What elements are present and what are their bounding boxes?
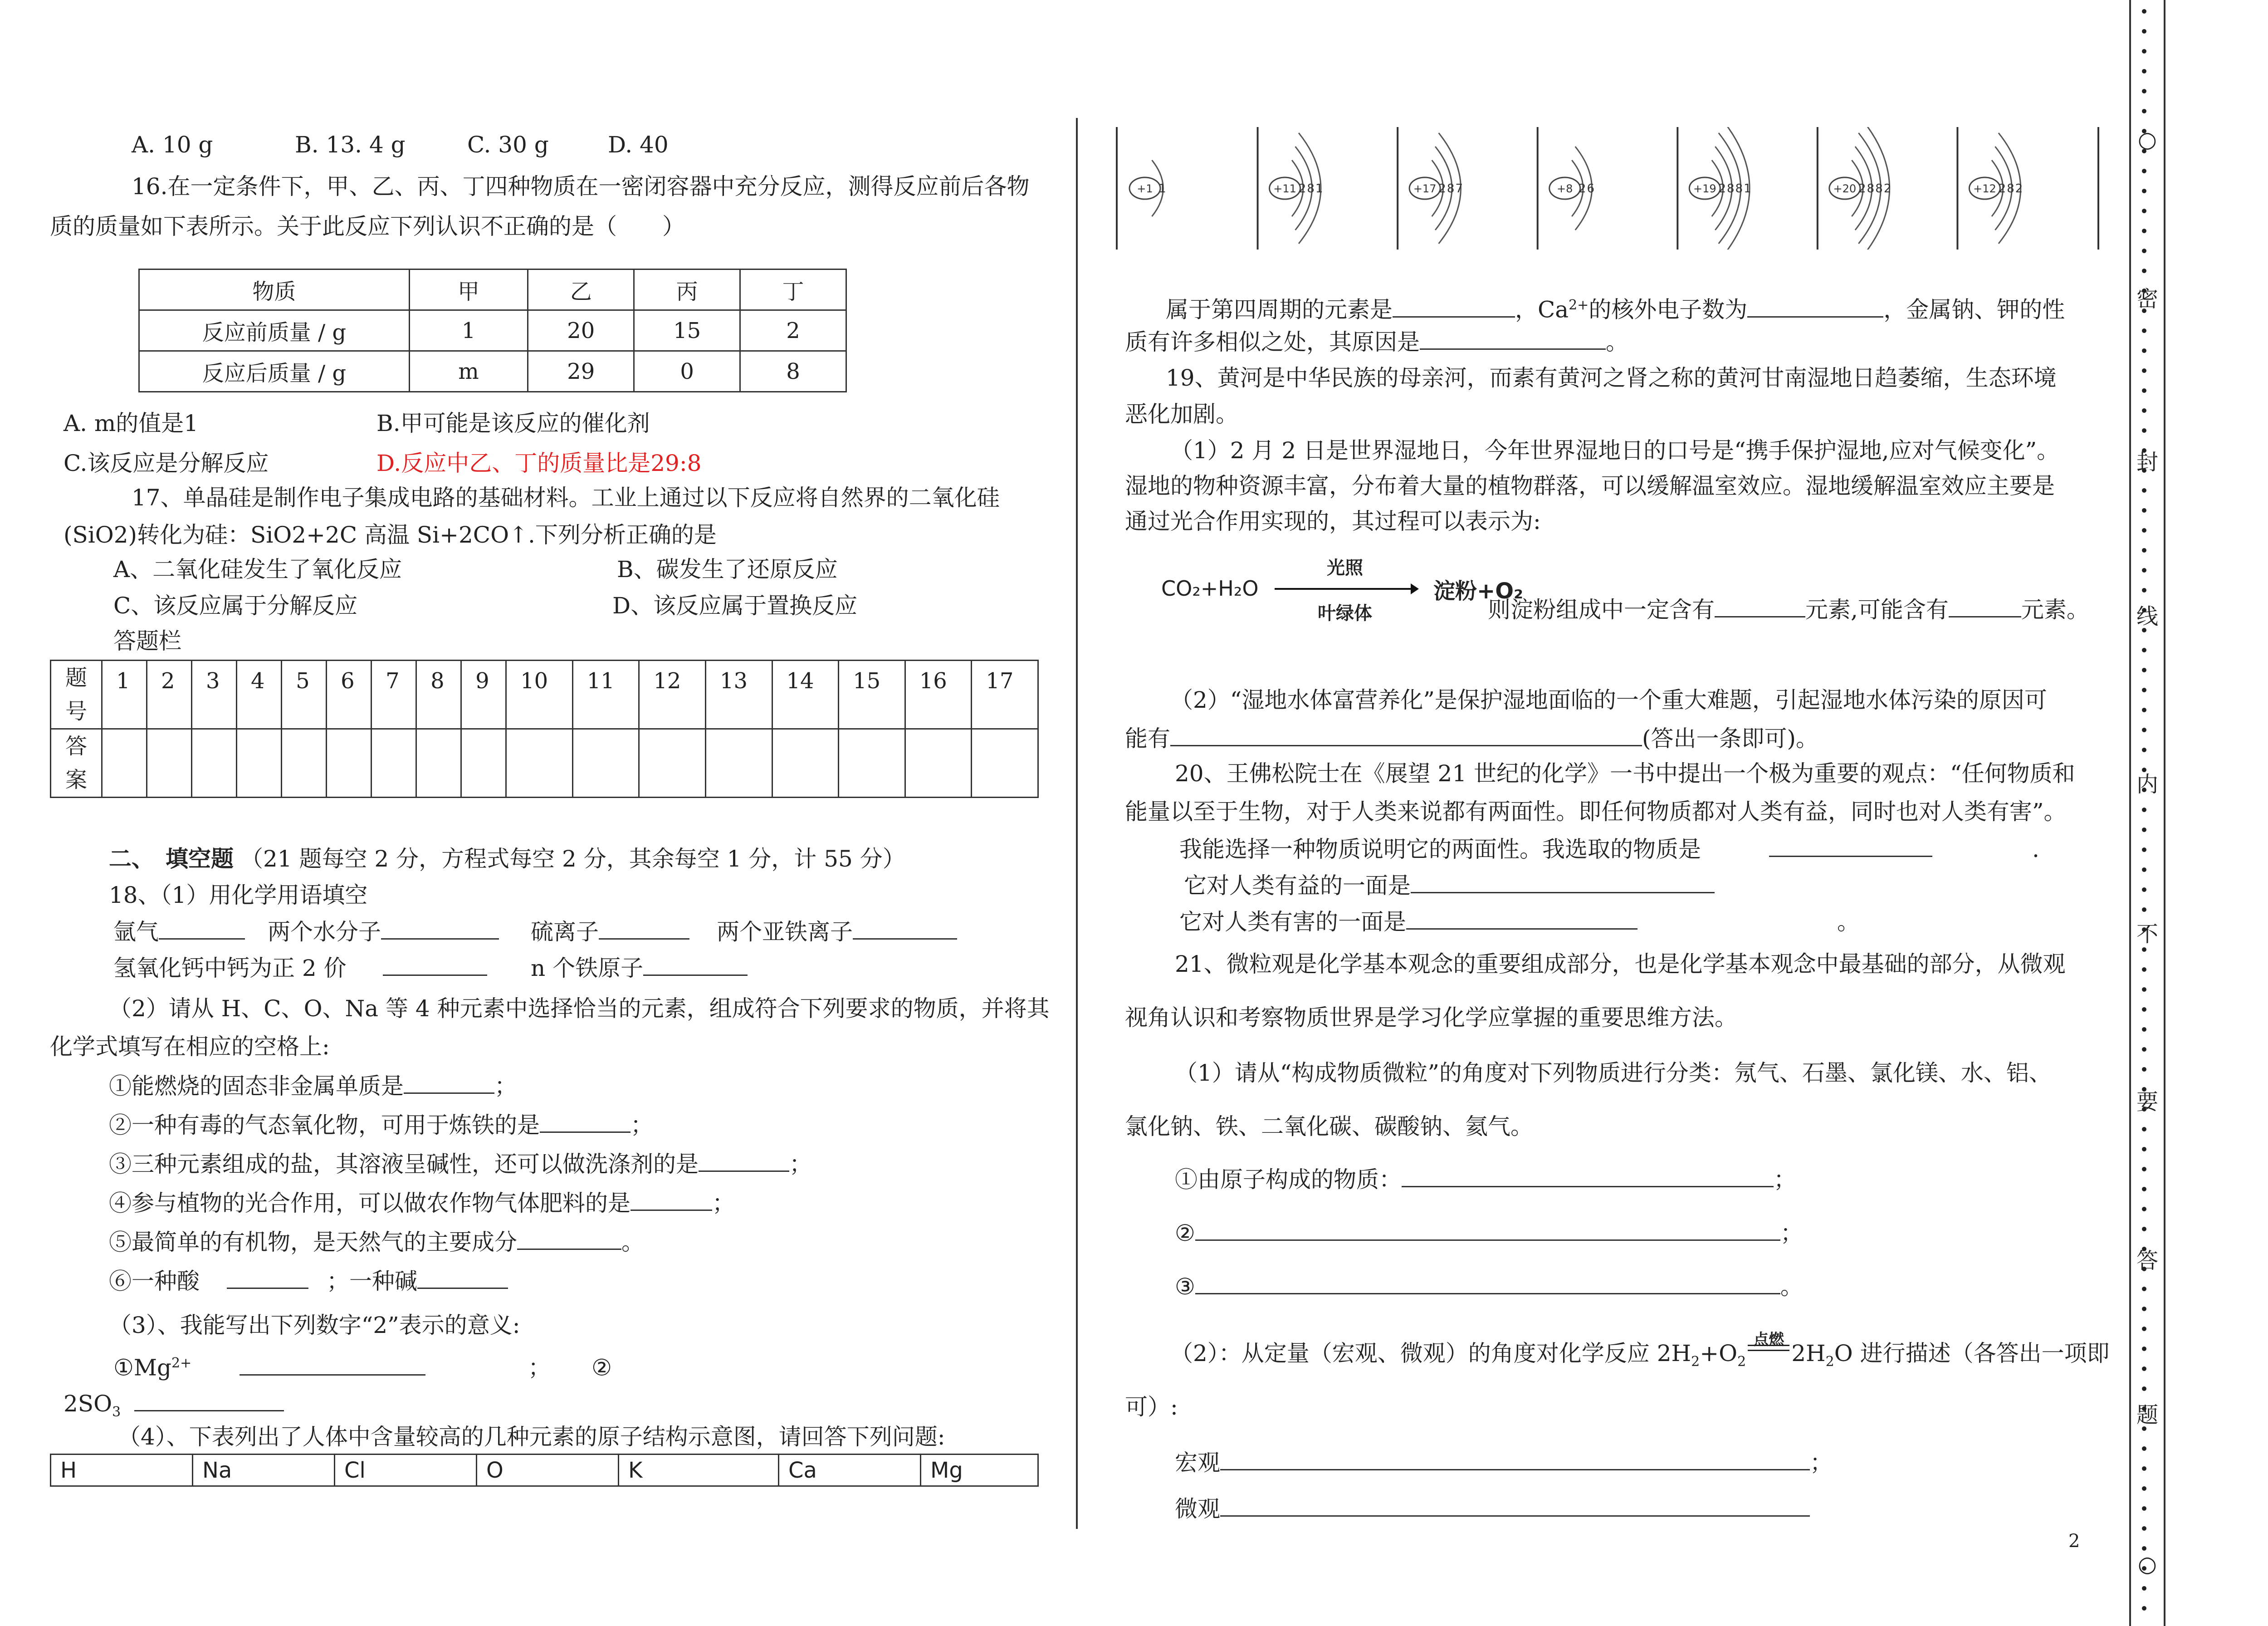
q18-s1: ①能燃烧的固态非金属单质是 ； xyxy=(109,1071,517,1101)
table-header: 甲 xyxy=(409,269,528,310)
ignition-condition: 点燃 xyxy=(1746,1343,1791,1361)
answer-cell[interactable] xyxy=(461,729,506,798)
q17-option-d: D、该反应属于置换反应 xyxy=(612,593,858,619)
table-cell: 2 xyxy=(740,310,846,351)
binding-dot xyxy=(2142,688,2146,692)
element-cell: K xyxy=(619,1455,779,1486)
blank-line[interactable] xyxy=(1715,594,1805,617)
q18-item-ferrous: 两个亚铁离子 xyxy=(717,916,957,947)
binding-char: 密 xyxy=(2136,286,2158,312)
answer-cell[interactable] xyxy=(192,729,237,798)
binding-dot xyxy=(2142,229,2146,233)
q21-answer-1: ①由原子构成的物质： ； xyxy=(1175,1164,1796,1195)
shell-electron-count: 7 xyxy=(1455,182,1463,196)
shell-electron-count: 2 xyxy=(1578,182,1586,196)
answer-cell[interactable] xyxy=(506,729,573,798)
atom-diagram xyxy=(1398,127,1463,250)
binding-dot xyxy=(2142,867,2146,872)
binding-char: 线 xyxy=(2136,604,2158,629)
q16-stem-line1: 16.在一定条件下，甲、乙、丙、丁四种物质在一密闭容器中充分反应，测得反应前后各物 xyxy=(132,173,1030,200)
atom-diagram xyxy=(1538,127,1594,250)
binding-dot xyxy=(2142,508,2146,513)
binding-dot xyxy=(2142,69,2146,73)
blank-line[interactable] xyxy=(1406,906,1637,930)
q21-micro: 微观 xyxy=(1175,1494,1810,1524)
blank-line[interactable] xyxy=(1402,1164,1774,1187)
q21-answer-2: ② ； xyxy=(1175,1218,1803,1248)
equation-products: 淀粉+O₂ xyxy=(1433,578,1524,604)
binding-dot xyxy=(2142,648,2146,652)
blank-line[interactable] xyxy=(517,1227,621,1250)
answer-cell[interactable] xyxy=(147,729,192,798)
q18-part3: （3）、我能写出下列数字“2”表示的意义: xyxy=(109,1312,520,1338)
binding-dot xyxy=(2142,808,2146,812)
answer-number: 5 xyxy=(282,661,327,729)
binding-dot xyxy=(2142,1586,2146,1591)
blank-line[interactable] xyxy=(631,1188,712,1211)
nucleus-charge: +1 xyxy=(1137,182,1153,195)
blank-line[interactable] xyxy=(853,916,957,940)
answer-number: 4 xyxy=(237,661,282,729)
answer-cell[interactable] xyxy=(327,729,371,798)
q20-line2: 能量以至于生物，对于人类来说都有两面性。即任何物质都对人类有益，同时也对人类有害”。 xyxy=(1125,798,2067,825)
answer-number: 14 xyxy=(772,661,839,729)
binding-dot xyxy=(2142,1327,2146,1331)
binding-dot xyxy=(2142,169,2146,173)
q18-so3: $2SO_3$ xyxy=(64,1388,284,1427)
q21-line2: 视角认识和考察物质世界是学习化学应掌握的重要思维方法。 xyxy=(1125,1004,1737,1031)
q21-p1-line2: 氯化钠、铁、二氧化碳、碳酸钠、氦气。 xyxy=(1125,1113,1533,1140)
binding-dot xyxy=(2142,947,2146,952)
nucleus-charge: +12 xyxy=(1973,182,1996,195)
binding-char: 要 xyxy=(2136,1089,2158,1115)
q20-line1: 20、王佛松院士在《展望 21 世纪的化学》一书中提出一个极为重要的观点：“任何物质和 xyxy=(1175,760,2075,787)
q18-s6: ⑥一种酸 ；一种碱 xyxy=(109,1266,508,1296)
answer-grid-answer-head: 答 案 xyxy=(51,729,102,798)
answer-cell[interactable] xyxy=(282,729,327,798)
blank-line[interactable] xyxy=(383,953,487,976)
q17-option-c: C、该反应属于分解反应 xyxy=(113,593,358,619)
binding-dot xyxy=(2142,847,2146,852)
q18-mg: $①Mg^{2+}$ ； ② xyxy=(113,1348,612,1383)
q18-part2-line2: 化学式填写在相应的空格上: xyxy=(50,1033,330,1060)
table-header: 丁 xyxy=(740,269,846,310)
q21-answer-3: ③ 。 xyxy=(1175,1271,1803,1302)
q21-line1: 21、微粒观是化学基本观念的重要组成部分，也是化学基本观念中最基础的部分，从微观 xyxy=(1175,951,2066,977)
binding-dot xyxy=(2142,907,2146,912)
nucleus-charge: +8 xyxy=(1557,182,1573,195)
answer-grid-number-head: 题 号 xyxy=(51,661,102,729)
binding-dot xyxy=(2142,1167,2146,1171)
element-cell: H xyxy=(51,1455,193,1486)
binding-dot xyxy=(2142,1366,2146,1371)
q17-line1: 17、单晶硅是制作电子集成电路的基础材料。工业上通过以下反应将自然界的二氧化硅 xyxy=(132,485,1000,511)
binding-dot xyxy=(2142,428,2146,433)
blank-line[interactable] xyxy=(227,1266,308,1289)
answer-cell[interactable] xyxy=(905,729,972,798)
shell-electron-count: 2 xyxy=(1298,182,1306,196)
nucleus-charge: +19 xyxy=(1693,182,1716,195)
table-cell: 15 xyxy=(634,310,740,351)
element-cell: Na xyxy=(193,1455,335,1486)
binding-dot xyxy=(2142,29,2146,34)
table-cell: 反应前质量 / g xyxy=(139,310,410,351)
equation-condition-bottom: 叶绿体 xyxy=(1318,603,1372,624)
binding-dot xyxy=(2142,1007,2146,1012)
q19-line1: 19、黄河是中华民族的母亲河，而素有黄河之肾之称的黄河甘南湿地日趋萎缩，生态环境 xyxy=(1166,365,2057,391)
q19-p1-line1: （1）2 月 2 日是世界湿地日，今年世界湿地日的口号是“携手保护湿地,应对气候变化”。 xyxy=(1170,437,2060,464)
binding-dot xyxy=(2142,488,2146,493)
binding-dot xyxy=(2142,388,2146,393)
binding-dot xyxy=(2142,1386,2146,1391)
q20-line5: 它对人类有害的一面是 。 xyxy=(1179,906,1860,937)
atom-diagram xyxy=(1957,127,2023,250)
binding-line xyxy=(2129,0,2131,1626)
blank-line[interactable] xyxy=(1420,327,1606,350)
section2-title: 二、 填空题 xyxy=(109,845,234,872)
answer-number: 15 xyxy=(839,661,905,729)
blank-line[interactable] xyxy=(404,1071,494,1094)
answer-number: 2 xyxy=(147,661,192,729)
shell-electron-count: 1 xyxy=(1315,182,1323,196)
table-cell: m xyxy=(409,351,528,392)
binding-char: 不 xyxy=(2136,921,2158,947)
binding-dot xyxy=(2142,1526,2146,1531)
q19-p1-line3: 通过光合作用实现的，其过程可以表示为: xyxy=(1125,508,1541,534)
binding-dot xyxy=(2142,1606,2146,1611)
answer-grid-number-row xyxy=(51,661,1038,729)
binding-dot xyxy=(2142,728,2146,732)
shell-electron-count: 6 xyxy=(1587,182,1595,196)
answer-cell[interactable] xyxy=(416,729,461,798)
answer-cell[interactable] xyxy=(772,729,839,798)
q17-option-b: B、碳发生了还原反应 xyxy=(617,556,838,583)
binding-dot xyxy=(2142,408,2146,413)
reaction-arrow-icon xyxy=(1275,580,1420,598)
blank-line[interactable] xyxy=(381,916,499,940)
shell-electron-count: 1 xyxy=(1744,182,1751,196)
shell-electron-count: 8 xyxy=(1307,182,1315,196)
q18-item-sulfide: 硫离子 xyxy=(531,916,689,947)
binding-dot xyxy=(2142,1287,2146,1291)
q18-item-argon: 氩气 xyxy=(113,916,245,947)
q17-option-a: A、二氧化硅发生了氧化反应 xyxy=(113,556,402,583)
binding-dot xyxy=(2142,1506,2146,1511)
table-cell: 1 xyxy=(409,310,528,351)
q16-option-a: A. m的值是1 xyxy=(64,410,199,436)
q18-part1: 18、（1）用化学用语填空 xyxy=(109,882,368,908)
answer-number: 6 xyxy=(327,661,371,729)
q18-item-iron: n 个铁原子 xyxy=(531,953,748,983)
blank-line[interactable] xyxy=(699,1149,789,1172)
answer-number: 17 xyxy=(972,661,1038,729)
answer-cell[interactable] xyxy=(705,729,772,798)
binding-dot xyxy=(2142,89,2146,93)
q18-item-calcium: 氢氧化钙中钙为正 2 价 xyxy=(113,953,487,983)
q18-4-line2: 质有许多相似之处，其原因是 。 xyxy=(1125,327,1628,357)
element-cell: Cl xyxy=(335,1455,477,1486)
q17-line2: (SiO2)转化为硅：SiO2+2C 高温 Si+2CO↑.下列分析正确的是 xyxy=(64,522,717,548)
answer-number: 9 xyxy=(461,661,506,729)
table-row xyxy=(139,351,846,392)
shell-electron-count: 2 xyxy=(1883,182,1892,196)
q18-item-water: 两个水分子 xyxy=(268,916,499,947)
answer-cell[interactable] xyxy=(371,729,416,798)
binding-dot xyxy=(2142,1466,2146,1471)
nucleus-charge: +17 xyxy=(1413,182,1437,195)
binding-char: 题 xyxy=(2136,1402,2158,1428)
answer-cell[interactable] xyxy=(972,729,1038,798)
answer-grid-answer-row xyxy=(51,729,1038,798)
blank-line[interactable] xyxy=(1195,1271,1780,1294)
shell-electron-count: 2 xyxy=(2015,182,2023,196)
binding-dot xyxy=(2142,49,2146,54)
binding-dot xyxy=(2142,1027,2146,1032)
binding-dot xyxy=(2142,568,2146,573)
binding-dot xyxy=(2142,1546,2146,1551)
q20-line3: 我能选择一种物质说明它的两面性。我选取的物质是 . xyxy=(1179,834,2039,864)
binding-dot xyxy=(2142,828,2146,832)
blank-line[interactable] xyxy=(1170,723,1642,746)
q18-4-line1: 属于第四周期的元素是 ，$Ca^{2+}$的核外电子数为 ，金属钠、钾的性 xyxy=(1166,290,2065,325)
blank-line[interactable] xyxy=(1411,870,1715,893)
shell-electron-count: 8 xyxy=(2007,182,2014,196)
blank-line[interactable] xyxy=(1220,1447,1810,1470)
table-header: 物质 xyxy=(139,269,410,310)
shell-electron-count: 8 xyxy=(1735,182,1743,196)
q16-option-c: C.该反应是分解反应 xyxy=(64,450,269,476)
element-table xyxy=(50,1454,1039,1487)
q18-s5: ⑤最简单的有机物，是天然气的主要成分 。 xyxy=(109,1227,644,1257)
answer-number: 7 xyxy=(371,661,416,729)
binding-dot xyxy=(2142,887,2146,892)
q18-s4: ④参与植物的光合作用，可以做农作物气体肥料的是 ； xyxy=(109,1188,735,1218)
table-cell: 20 xyxy=(528,310,634,351)
binding-dot xyxy=(2142,209,2146,213)
binding-dot xyxy=(2142,269,2146,273)
section2-note: （21 题每空 2 分，方程式每空 2 分，其余每空 1 分，计 55 分） xyxy=(240,846,905,872)
shell-electron-count: 2 xyxy=(1998,182,2006,196)
q16-mass-table xyxy=(138,269,847,392)
answer-number: 8 xyxy=(416,661,461,729)
table-cell: 0 xyxy=(634,351,740,392)
binding-dot xyxy=(2142,348,2146,353)
blank-line[interactable] xyxy=(1393,294,1515,318)
atom-diagrams xyxy=(1118,127,2097,250)
element-cell: Mg xyxy=(921,1455,1038,1486)
shell-electron-count: 1 xyxy=(1158,182,1166,196)
answer-cell[interactable] xyxy=(839,729,905,798)
blank-line[interactable] xyxy=(1747,294,1883,318)
answer-grid xyxy=(50,660,1039,798)
answer-cell[interactable] xyxy=(102,729,147,798)
binding-dot xyxy=(2142,1187,2146,1191)
binding-dot xyxy=(2142,9,2146,14)
binding-dot xyxy=(2142,1147,2146,1151)
column-divider xyxy=(1076,118,1078,1529)
table-row xyxy=(139,310,846,351)
binding-line-outer xyxy=(2164,0,2165,1626)
q19-line2: 恶化加剧。 xyxy=(1125,401,1238,427)
binding-dot xyxy=(2142,1047,2146,1052)
binding-char: 内 xyxy=(2136,772,2158,797)
binding-dot xyxy=(2142,1127,2146,1131)
atom-diagram-strip xyxy=(1116,127,2099,250)
binding-dot xyxy=(2142,668,2146,672)
binding-dot xyxy=(2142,109,2146,113)
q19-p2-line1: （2）“湿地水体富营养化”是保护湿地面临的一个重大难题，引起湿地水体污染的原因可 xyxy=(1170,687,2047,713)
shell-electron-count: 8 xyxy=(1447,182,1455,196)
binding-char: 封 xyxy=(2136,450,2158,475)
q16-option-b: B.甲可能是该反应的催化剂 xyxy=(376,410,650,436)
blank-line[interactable] xyxy=(159,916,245,940)
binding-dot xyxy=(2142,1347,2146,1351)
equation-condition-top: 光照 xyxy=(1327,558,1363,578)
binding-dot xyxy=(2142,1067,2146,1072)
q21-macro: 宏观 ； xyxy=(1175,1447,1833,1478)
nucleus-charge: +11 xyxy=(1273,182,1296,195)
binding-dot xyxy=(2142,368,2146,373)
blank-line[interactable] xyxy=(1195,1218,1780,1241)
q15-option-d: D. 40 xyxy=(608,132,669,158)
answer-number: 1 xyxy=(102,661,147,729)
q16-stem-line2: 质的质量如下表所示。关于此反应下列认识不正确的是（ ） xyxy=(50,213,685,240)
table-header: 丙 xyxy=(634,269,740,310)
table-cell: 反应后质量 / g xyxy=(139,351,410,392)
element-cell: Ca xyxy=(779,1455,921,1486)
q15-option-a: A. 10 g xyxy=(132,132,213,158)
table-cell: 8 xyxy=(740,351,846,392)
atom-diagram xyxy=(1818,127,1892,250)
q21-p2-line1: （2）：从定量（宏观、微观）的角度对化学反应 $2H_2+O_2$ 点燃 $2H_2O$ 进行描述（各答出一项即 xyxy=(1170,1331,2110,1370)
binding-dot xyxy=(2142,1227,2146,1231)
answer-number: 10 xyxy=(506,661,573,729)
binding-dot xyxy=(2142,1307,2146,1311)
table-header: 乙 xyxy=(528,269,634,310)
blank-line[interactable] xyxy=(134,1388,284,1411)
circle-icon: ○ xyxy=(2138,127,2157,152)
binding-dot xyxy=(2142,987,2146,992)
answer-cell[interactable] xyxy=(237,729,282,798)
answer-number: 16 xyxy=(905,661,972,729)
binding-dot xyxy=(2142,548,2146,553)
q19-p2-line2: 能有 (答出一条即可)。 xyxy=(1125,723,1818,754)
binding-dot xyxy=(2142,1486,2146,1491)
q18-s2: ②一种有毒的气态氧化物，可用于炼铁的是 ； xyxy=(109,1110,653,1140)
blank-line[interactable] xyxy=(1949,594,2021,617)
blank-line[interactable] xyxy=(1220,1494,1810,1517)
shell-electron-count: 2 xyxy=(1438,182,1446,196)
q18-part2-line1: （2）请从 H、C、O、Na 等 4 种元素中选择恰当的元素，组成符合下列要求的物质，并将其 xyxy=(109,995,1050,1022)
binding-dot xyxy=(2142,748,2146,752)
binding-dot xyxy=(2142,328,2146,333)
blank-line[interactable] xyxy=(599,916,689,940)
blank-line[interactable] xyxy=(240,1352,425,1376)
binding-dot xyxy=(2142,189,2146,193)
shell-electron-count: 8 xyxy=(1727,182,1735,196)
binding-dot xyxy=(2142,1207,2146,1211)
q15-option-c: C. 30 g xyxy=(467,132,549,158)
answer-number: 3 xyxy=(192,661,237,729)
atom-diagram xyxy=(1258,127,1323,250)
q18-s3: ③三种元素组成的盐，其溶液呈碱性，还可以做洗涤剂的是 ； xyxy=(109,1149,812,1179)
q20-line4: 它对人类有益的一面是 xyxy=(1184,870,1715,901)
q15-option-b: B. 13. 4 g xyxy=(295,132,406,158)
atom-diagram xyxy=(1129,160,1166,216)
blank-line[interactable] xyxy=(417,1266,508,1289)
atom-diagram xyxy=(1677,127,1751,250)
page-number: 2 xyxy=(2068,1531,2080,1552)
q16-option-d: D.反应中乙、丁的质量比是29:8 xyxy=(376,450,702,476)
answer-number: 11 xyxy=(572,661,639,729)
shell-electron-count: 2 xyxy=(1718,182,1726,196)
answer-bar-label: 答题栏 xyxy=(113,628,181,654)
answer-number: 12 xyxy=(639,661,706,729)
nucleus-charge: +20 xyxy=(1833,182,1857,195)
table-cell: 29 xyxy=(528,351,634,392)
blank-line[interactable] xyxy=(540,1110,631,1133)
answer-cell[interactable] xyxy=(572,729,639,798)
binding-dot xyxy=(2142,528,2146,533)
answer-cell[interactable] xyxy=(639,729,706,798)
binding-char: 答 xyxy=(2136,1248,2158,1273)
q18-part4: （4）、下表列出了人体中含量较高的几种元素的原子结构示意图，请回答下列问题: xyxy=(118,1424,945,1450)
blank-line[interactable] xyxy=(643,953,748,976)
binding-dot xyxy=(2142,588,2146,593)
element-cell: O xyxy=(477,1455,619,1486)
blank-line[interactable] xyxy=(1769,834,1932,857)
q19-starch-line: 则淀粉组成中一定含有 元素,可能含有 元素。 xyxy=(1488,594,2089,625)
binding-dot xyxy=(2142,708,2146,712)
q21-p2-line2: 可）: xyxy=(1125,1394,1178,1420)
binding-dot xyxy=(2142,249,2146,253)
binding-dot xyxy=(2142,967,2146,972)
equation-reactants: CO₂+H₂O xyxy=(1161,576,1259,601)
shell-electron-count: 8 xyxy=(1875,182,1883,196)
shell-electron-count: 2 xyxy=(1858,182,1866,196)
circle-icon: ○ xyxy=(2138,1552,2157,1577)
shell-electron-count: 8 xyxy=(1867,182,1875,196)
q19-p1-line2: 湿地的物种资源丰富，分布着大量的植物群落，可以缓解温室效应。湿地缓解温室效应主要是 xyxy=(1125,473,2055,499)
binding-dot xyxy=(2142,1446,2146,1451)
answer-number: 13 xyxy=(705,661,772,729)
q21-p1-line1: （1）请从“构成物质微粒”的角度对下列物质进行分类：氖气、石墨、氯化镁、水、铝、 xyxy=(1175,1060,2052,1086)
